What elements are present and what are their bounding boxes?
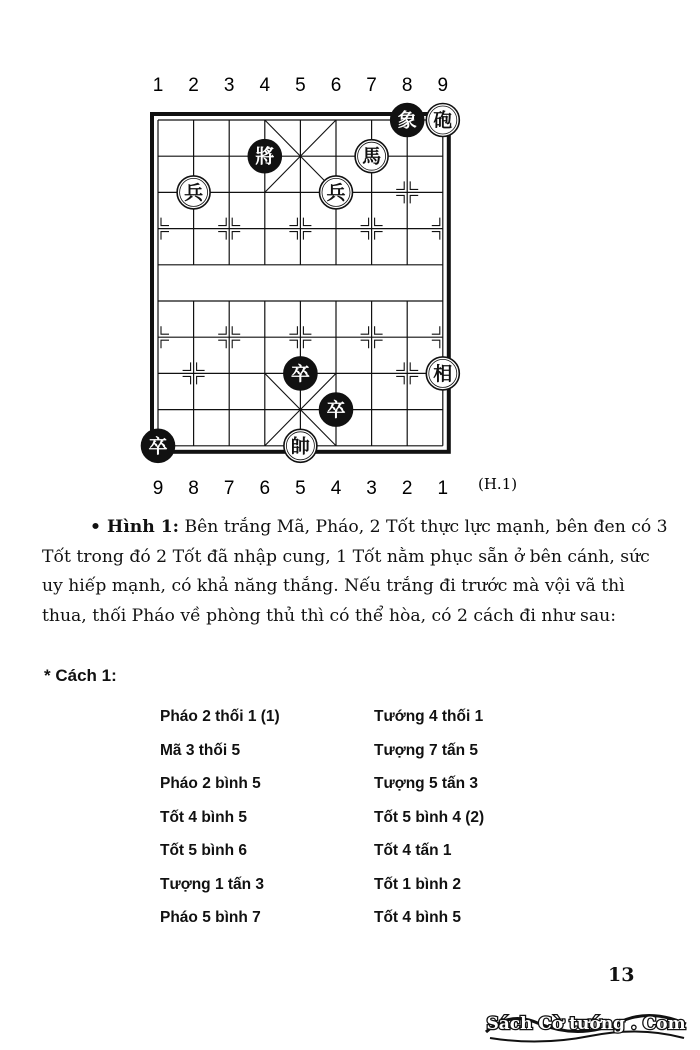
file-number-bottom: 5 xyxy=(295,478,306,499)
file-number-top: 4 xyxy=(259,75,271,96)
black-soldier-piece xyxy=(142,429,175,462)
position-marker xyxy=(289,340,297,348)
position-marker xyxy=(361,340,369,348)
moves-left-column xyxy=(160,700,280,935)
move-entry: Pháo 2 bình 5 xyxy=(160,775,261,792)
position-marker xyxy=(432,326,440,334)
position-marker xyxy=(197,362,205,370)
figure-caption-text: Bên trắng Mã, Pháo, 2 Tốt thực lực mạnh, bên đen có 3 Tốt trong đó 2 Tốt đã nhập cung, 1 Tốt nằm phục sẵn ở bên cánh, sức uy hiếp mạnh, có khả năng thắng. Nếu trắng đi trước mà vội vã thì thua, thối Pháo về phòng thủ thì có thể hòa, có 2 cách đi như sau: xyxy=(42,517,668,626)
position-marker xyxy=(161,326,169,334)
file-number-top: 8 xyxy=(401,75,413,96)
piece-glyph: 兵 xyxy=(184,181,204,204)
move-entry: Tốt 4 tấn 1 xyxy=(374,842,452,859)
file-number-top: 2 xyxy=(188,75,199,96)
position-marker xyxy=(303,232,311,240)
position-marker xyxy=(232,218,240,226)
move-entry: Tướng 4 thối 1 xyxy=(374,708,484,725)
section-heading: * Cách 1: xyxy=(44,666,117,685)
red-elephant-piece xyxy=(426,357,459,390)
position-marker xyxy=(232,340,240,348)
file-number-bottom: 9 xyxy=(152,478,164,499)
move-entry: Pháo 2 thối 1 (1) xyxy=(160,708,280,725)
piece-glyph: 兵 xyxy=(326,181,346,204)
position-marker xyxy=(410,376,418,384)
file-numbers-top xyxy=(153,75,448,96)
move-entry: Mã 3 thối 5 xyxy=(160,741,241,759)
file-number-bottom: 7 xyxy=(223,478,235,499)
move-entry: Tượng 7 tấn 5 xyxy=(374,741,479,759)
file-number-bottom: 8 xyxy=(188,478,199,499)
position-marker xyxy=(218,340,226,348)
position-marker xyxy=(375,340,383,348)
piece-glyph: 象 xyxy=(397,109,417,132)
move-entry: Tốt 5 bình 6 xyxy=(160,842,247,859)
position-marker xyxy=(375,326,383,334)
position-marker xyxy=(396,376,404,384)
position-marker xyxy=(161,340,169,348)
file-number-top: 9 xyxy=(437,75,449,96)
move-entry: Pháo 5 bình 7 xyxy=(160,909,261,926)
position-marker xyxy=(432,218,440,226)
position-marker xyxy=(361,326,369,334)
page-number: 13 xyxy=(608,964,635,986)
file-number-top: 6 xyxy=(330,75,342,96)
position-marker xyxy=(410,195,418,203)
position-marker xyxy=(183,376,191,384)
red-general-piece xyxy=(284,429,317,462)
file-number-bottom: 3 xyxy=(366,478,377,499)
figure-caption-lead: • Hình 1: xyxy=(90,517,180,537)
position-marker xyxy=(161,218,169,226)
position-marker xyxy=(232,326,240,334)
move-entry: Tượng 1 tấn 3 xyxy=(160,875,265,893)
file-number-bottom: 4 xyxy=(330,478,342,499)
piece-glyph: 馬 xyxy=(362,145,382,168)
position-marker xyxy=(289,218,297,226)
move-entry: Tốt 5 bình 4 (2) xyxy=(374,808,485,826)
black-soldier-piece xyxy=(284,357,317,390)
red-cannon-piece xyxy=(426,104,459,137)
red-horse-piece xyxy=(355,140,388,173)
figure-description xyxy=(42,513,672,631)
xiangqi-board-diagram xyxy=(0,0,700,500)
file-number-bottom: 2 xyxy=(401,478,413,499)
position-marker xyxy=(361,218,369,226)
position-marker xyxy=(396,181,404,189)
position-marker xyxy=(218,232,226,240)
piece-glyph: 卒 xyxy=(148,435,168,458)
figure-label: (H.1) xyxy=(478,475,518,493)
board-grid xyxy=(152,114,449,452)
red-soldier-piece xyxy=(177,176,210,209)
move-entry: Tốt 4 bình 5 xyxy=(374,909,461,926)
piece-glyph: 砲 xyxy=(433,109,453,132)
move-entry: Tốt 1 bình 2 xyxy=(374,875,461,893)
moves-right-column xyxy=(374,700,484,935)
position-marker xyxy=(183,362,191,370)
file-number-top: 1 xyxy=(152,75,164,96)
move-entry: Tượng 5 tấn 3 xyxy=(374,775,479,792)
file-number-bottom: 6 xyxy=(259,478,271,499)
position-marker xyxy=(289,232,297,240)
piece-glyph: 相 xyxy=(433,362,453,385)
position-marker xyxy=(232,232,240,240)
piece-glyph: 卒 xyxy=(290,362,310,385)
position-marker xyxy=(375,232,383,240)
position-marker xyxy=(432,232,440,240)
file-numbers-bottom xyxy=(153,478,448,499)
position-marker xyxy=(218,326,226,334)
publisher-logo xyxy=(480,1002,692,1046)
piece-glyph: 帥 xyxy=(290,435,310,458)
position-marker xyxy=(410,362,418,370)
position-marker xyxy=(218,218,226,226)
position-marker xyxy=(197,376,205,384)
position-marker xyxy=(410,181,418,189)
file-number-bottom: 1 xyxy=(437,478,449,499)
black-general-piece xyxy=(248,140,281,173)
red-soldier-piece xyxy=(320,176,353,209)
file-number-top: 5 xyxy=(295,75,306,96)
black-soldier-piece xyxy=(320,393,353,426)
file-number-top: 7 xyxy=(366,75,377,96)
position-marker xyxy=(303,340,311,348)
move-entry: Tốt 4 bình 5 xyxy=(160,808,247,826)
file-number-top: 3 xyxy=(223,75,235,96)
logo-lettering: Sách Cờ tướng . Com xyxy=(486,1014,686,1034)
black-elephant-piece xyxy=(391,104,424,137)
position-marker xyxy=(303,218,311,226)
position-marker xyxy=(375,218,383,226)
position-marker xyxy=(303,326,311,334)
position-marker xyxy=(396,195,404,203)
position-marker xyxy=(361,232,369,240)
position-marker xyxy=(396,362,404,370)
position-marker xyxy=(161,232,169,240)
position-marker xyxy=(432,340,440,348)
piece-glyph: 卒 xyxy=(326,399,346,422)
position-marker xyxy=(289,326,297,334)
piece-glyph: 將 xyxy=(255,145,275,168)
